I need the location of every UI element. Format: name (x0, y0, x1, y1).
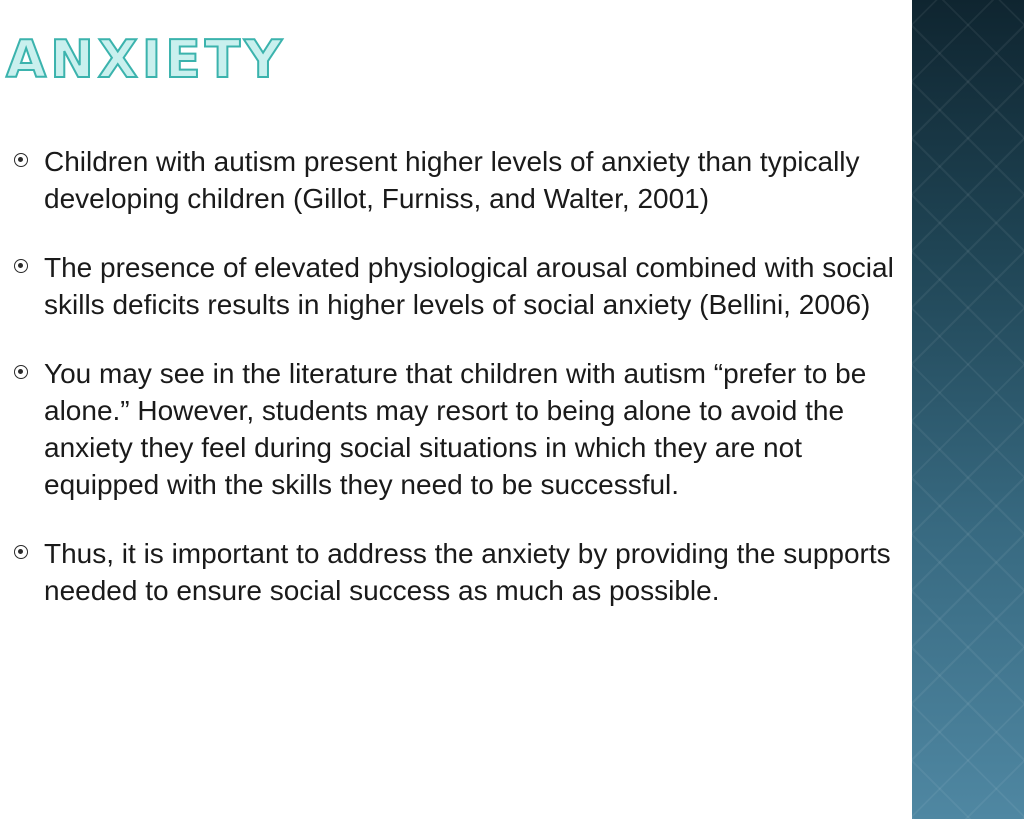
circled-dot-bullet-icon (14, 545, 28, 559)
circled-dot-bullet-icon (14, 365, 28, 379)
bullet-item (14, 355, 894, 503)
bullet-item (14, 143, 894, 217)
bullet-text: Thus, it is important to address the anxiety by providing the supports needed to ensure social success as much as possible. (44, 538, 891, 606)
decorative-side-panel (912, 0, 1024, 819)
bullet-list (14, 143, 894, 641)
bullet-text: The presence of elevated physiological arousal combined with social skills deficits results in higher levels of social anxiety (Bellini, 2006) (44, 252, 894, 320)
bullet-item (14, 249, 894, 323)
circled-dot-bullet-icon (14, 259, 28, 273)
bullet-text: Children with autism present higher levels of anxiety than typically developing children (Gillot, Furniss, and Walter, 2001) (44, 146, 860, 214)
circled-dot-bullet-icon (14, 153, 28, 167)
slide-title: ANXIETY (6, 30, 286, 90)
bullet-text: You may see in the literature that children with autism “prefer to be alone.” However, students may resort to being alone to avoid the anxiety they feel during social situations in which they are not equipped with the skills they need to be successful. (44, 358, 867, 500)
bullet-item (14, 535, 894, 609)
